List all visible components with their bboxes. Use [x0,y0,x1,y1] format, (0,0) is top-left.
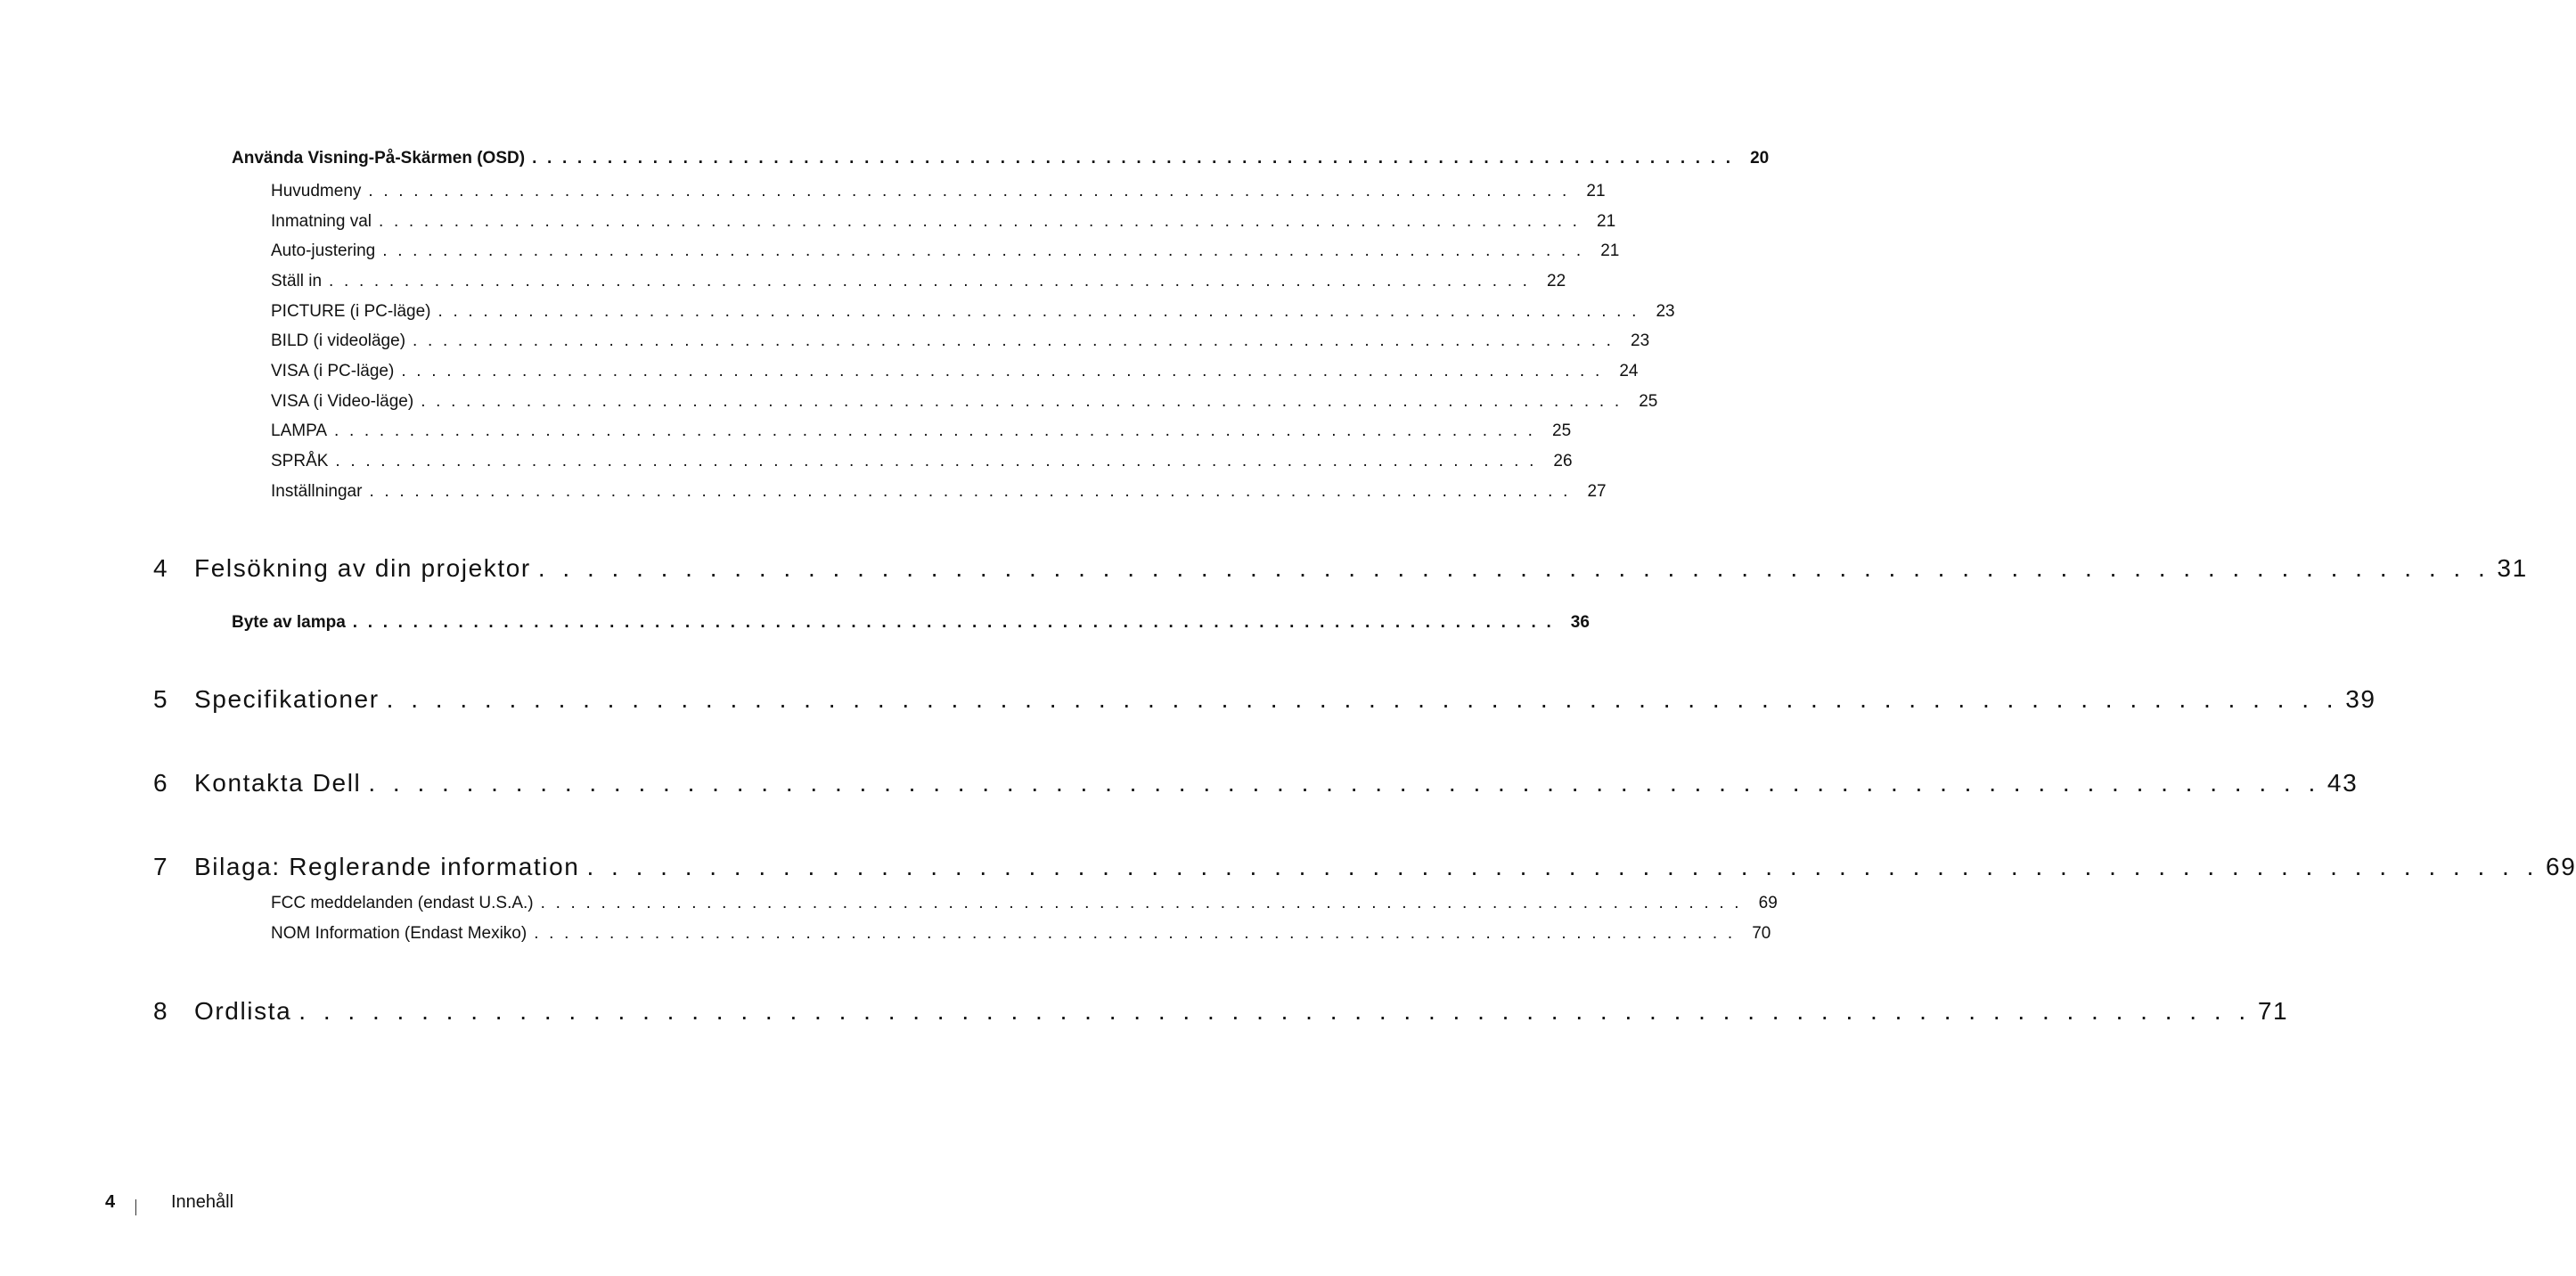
dot-leader: . . . . . . . . . . . . . . . . . . . . . . . . . . . . . . . . . . . . . . . . . . . . . . . . . . . . . . . . . . . . . . . . . . . . . . . . . . . . . . . . [368,769,2321,797]
toc-page-number: 20 [1750,149,1770,168]
toc-page-number: 25 [1639,392,1658,411]
chapter-title: Ordlista [194,997,292,1025]
footer-divider [135,1199,136,1215]
chapter-number: 7 [153,853,169,880]
chapter-number: 5 [153,685,169,713]
chapter-number: 8 [153,997,169,1025]
toc-item[interactable] [271,362,1639,385]
chapter-number: 4 [153,554,169,582]
toc-label: Använda Visning-På-Skärmen (OSD) [232,149,526,168]
toc-page-number: 39 [2345,685,2376,713]
toc-item[interactable] [271,452,1573,475]
dot-leader: . . . . . . . . . . . . . . . . . . . . . . . . . . . . . . . . . . . . . . . . . . . . . . . . . . . . . . . . . . . . . . . . . . . . . . . . . . . . . . . . [298,997,2252,1025]
footer-page-number: 4 [105,1192,116,1212]
dot-leader: . . . . . . . . . . . . . . . . . . . . . . . . . . . . . . . . . . . . . . . . . . . . . . . . . . . . . . . . . . . . . . . . . . . . . . . . . . . . . . . . [421,392,1623,411]
toc-page-number: 22 [1547,272,1566,290]
toc-item[interactable] [271,331,1650,355]
dot-leader: . . . . . . . . . . . . . . . . . . . . . . . . . . . . . . . . . . . . . . . . . . . . . . . . . . . . . . . . . . . . . . . . . . . . . . . . . . . . . . . . [335,452,1537,470]
dot-leader: . . . . . . . . . . . . . . . . . . . . . . . . . . . . . . . . . . . . . . . . . . . . . . . . . . . . . . . . . . . . . . . . . . . . . . . . . . . . . . . . [532,149,1734,168]
toc-label: VISA (i Video-läge) [271,392,414,411]
toc-chapter-6[interactable] [153,769,2359,805]
toc-page-number: 23 [1656,302,1675,321]
toc-page-number: 21 [1597,212,1616,231]
toc-label: Ställ in [271,272,323,290]
dot-leader: . . . . . . . . . . . . . . . . . . . . . . . . . . . . . . . . . . . . . . . . . . . . . . . . . . . . . . . . . . . . . . . . . . . . . . . . . . . . . . . . [382,241,1584,260]
toc-label: NOM Information (Endast Mexiko) [271,924,527,943]
toc-page-number: 69 [2546,853,2576,880]
toc-page-number: 71 [2257,997,2289,1025]
toc-item[interactable] [271,894,1778,917]
dot-leader: . . . . . . . . . . . . . . . . . . . . . . . . . . . . . . . . . . . . . . . . . . . . . . . . . . . . . . . . . . . . . . . . . . . . . . . . . . . . . . . . [379,212,1581,231]
toc-page-number: 26 [1553,452,1573,470]
chapter-number: 6 [153,769,169,797]
toc-item[interactable] [271,302,1675,325]
toc-item[interactable] [271,212,1616,235]
toc-chapter-5[interactable] [153,685,2376,721]
toc-chapter-4[interactable] [153,554,2528,590]
toc-item[interactable] [271,241,1620,265]
dot-leader: . . . . . . . . . . . . . . . . . . . . . . . . . . . . . . . . . . . . . . . . . . . . . . . . . . . . . . . . . . . . . . . . . . . . . . . . . . . . . . . . [369,482,1571,501]
toc-page-number: 36 [1570,613,1590,632]
toc-item[interactable] [271,272,1566,295]
toc-label: PICTURE (i PC-läge) [271,302,431,321]
dot-leader: . . . . . . . . . . . . . . . . . . . . . . . . . . . . . . . . . . . . . . . . . . . . . . . . . . . . . . . . . . . . . . . . . . . . . . . . . . . . . . . . [334,421,1536,440]
toc-label: FCC meddelanden (endast U.S.A.) [271,894,534,912]
toc-page-number: 43 [2327,769,2359,797]
dot-leader: . . . . . . . . . . . . . . . . . . . . . . . . . . . . . . . . . . . . . . . . . . . . . . . . . . . . . . . . . . . . . . . . . . . . . . . . . . . . . . . . [413,331,1615,350]
toc-page-number: 25 [1552,421,1572,440]
dot-leader: . . . . . . . . . . . . . . . . . . . . . . . . . . . . . . . . . . . . . . . . . . . . . . . . . . . . . . . . . . . . . . . . . . . . . . . . . . . . . . . . [352,613,1554,632]
toc-label: Auto-justering [271,241,376,260]
toc-section-osd[interactable] [232,149,1770,172]
dot-leader: . . . . . . . . . . . . . . . . . . . . . . . . . . . . . . . . . . . . . . . . . . . . . . . . . . . . . . . . . . . . . . . . . . . . . . . . . . . . . . . . [386,685,2339,713]
toc-item[interactable] [271,482,1607,505]
toc-chapter-7[interactable] [153,853,2576,888]
toc-chapter-8[interactable] [153,997,2289,1033]
dot-leader: . . . . . . . . . . . . . . . . . . . . . . . . . . . . . . . . . . . . . . . . . . . . . . . . . . . . . . . . . . . . . . . . . . . . . . . . . . . . . . . . [540,894,1742,912]
dot-leader: . . . . . . . . . . . . . . . . . . . . . . . . . . . . . . . . . . . . . . . . . . . . . . . . . . . . . . . . . . . . . . . . . . . . . . . . . . . . . . . . [438,302,1640,321]
toc-page-number: 23 [1631,331,1650,350]
toc-item[interactable] [271,392,1658,415]
chapter-title: Specifikationer [194,685,380,713]
toc-page-number: 21 [1600,241,1620,260]
toc-label: LAMPA [271,421,328,440]
toc-page-number: 31 [2497,554,2528,582]
footer-title: Innehåll [171,1192,234,1212]
dot-leader: . . . . . . . . . . . . . . . . . . . . . . . . . . . . . . . . . . . . . . . . . . . . . . . . . . . . . . . . . . . . . . . . . . . . . . . . . . . . . . . . [534,924,1736,943]
chapter-title: Felsökning av din projektor [194,554,531,582]
toc-page-number: 24 [1619,362,1639,380]
toc-page-number: 70 [1752,924,1771,943]
dot-leader: . . . . . . . . . . . . . . . . . . . . . . . . . . . . . . . . . . . . . . . . . . . . . . . . . . . . . . . . . . . . . . . . . . . . . . . . . . . . . . . . [586,853,2539,880]
toc-section-lamp[interactable] [232,613,1590,636]
toc-label: Huvudmeny [271,182,362,200]
toc-label: BILD (i videoläge) [271,331,406,350]
dot-leader: . . . . . . . . . . . . . . . . . . . . . . . . . . . . . . . . . . . . . . . . . . . . . . . . . . . . . . . . . . . . . . . . . . . . . . . . . . . . . . . . [368,182,1570,200]
toc-page-number: 21 [1586,182,1606,200]
toc-label: Inmatning val [271,212,372,231]
toc-page-number: 27 [1587,482,1607,501]
toc-item[interactable] [271,182,1606,205]
dot-leader: . . . . . . . . . . . . . . . . . . . . . . . . . . . . . . . . . . . . . . . . . . . . . . . . . . . . . . . . . . . . . . . . . . . . . . . . . . . . . . . . [329,272,1531,290]
chapter-title: Kontakta Dell [194,769,362,797]
toc-label: Byte av lampa [232,613,346,632]
toc-item[interactable] [271,421,1572,445]
toc-label: SPRÅK [271,452,329,470]
toc-page-number: 69 [1758,894,1778,912]
chapter-title: Bilaga: Reglerande information [194,853,580,880]
dot-leader: . . . . . . . . . . . . . . . . . . . . . . . . . . . . . . . . . . . . . . . . . . . . . . . . . . . . . . . . . . . . . . . . . . . . . . . . . . . . . . . . [401,362,1603,380]
dot-leader: . . . . . . . . . . . . . . . . . . . . . . . . . . . . . . . . . . . . . . . . . . . . . . . . . . . . . . . . . . . . . . . . . . . . . . . . . . . . . . . . [537,554,2490,582]
toc-item[interactable] [271,924,1771,947]
toc-label: VISA (i PC-läge) [271,362,395,380]
toc-label: Inställningar [271,482,363,501]
